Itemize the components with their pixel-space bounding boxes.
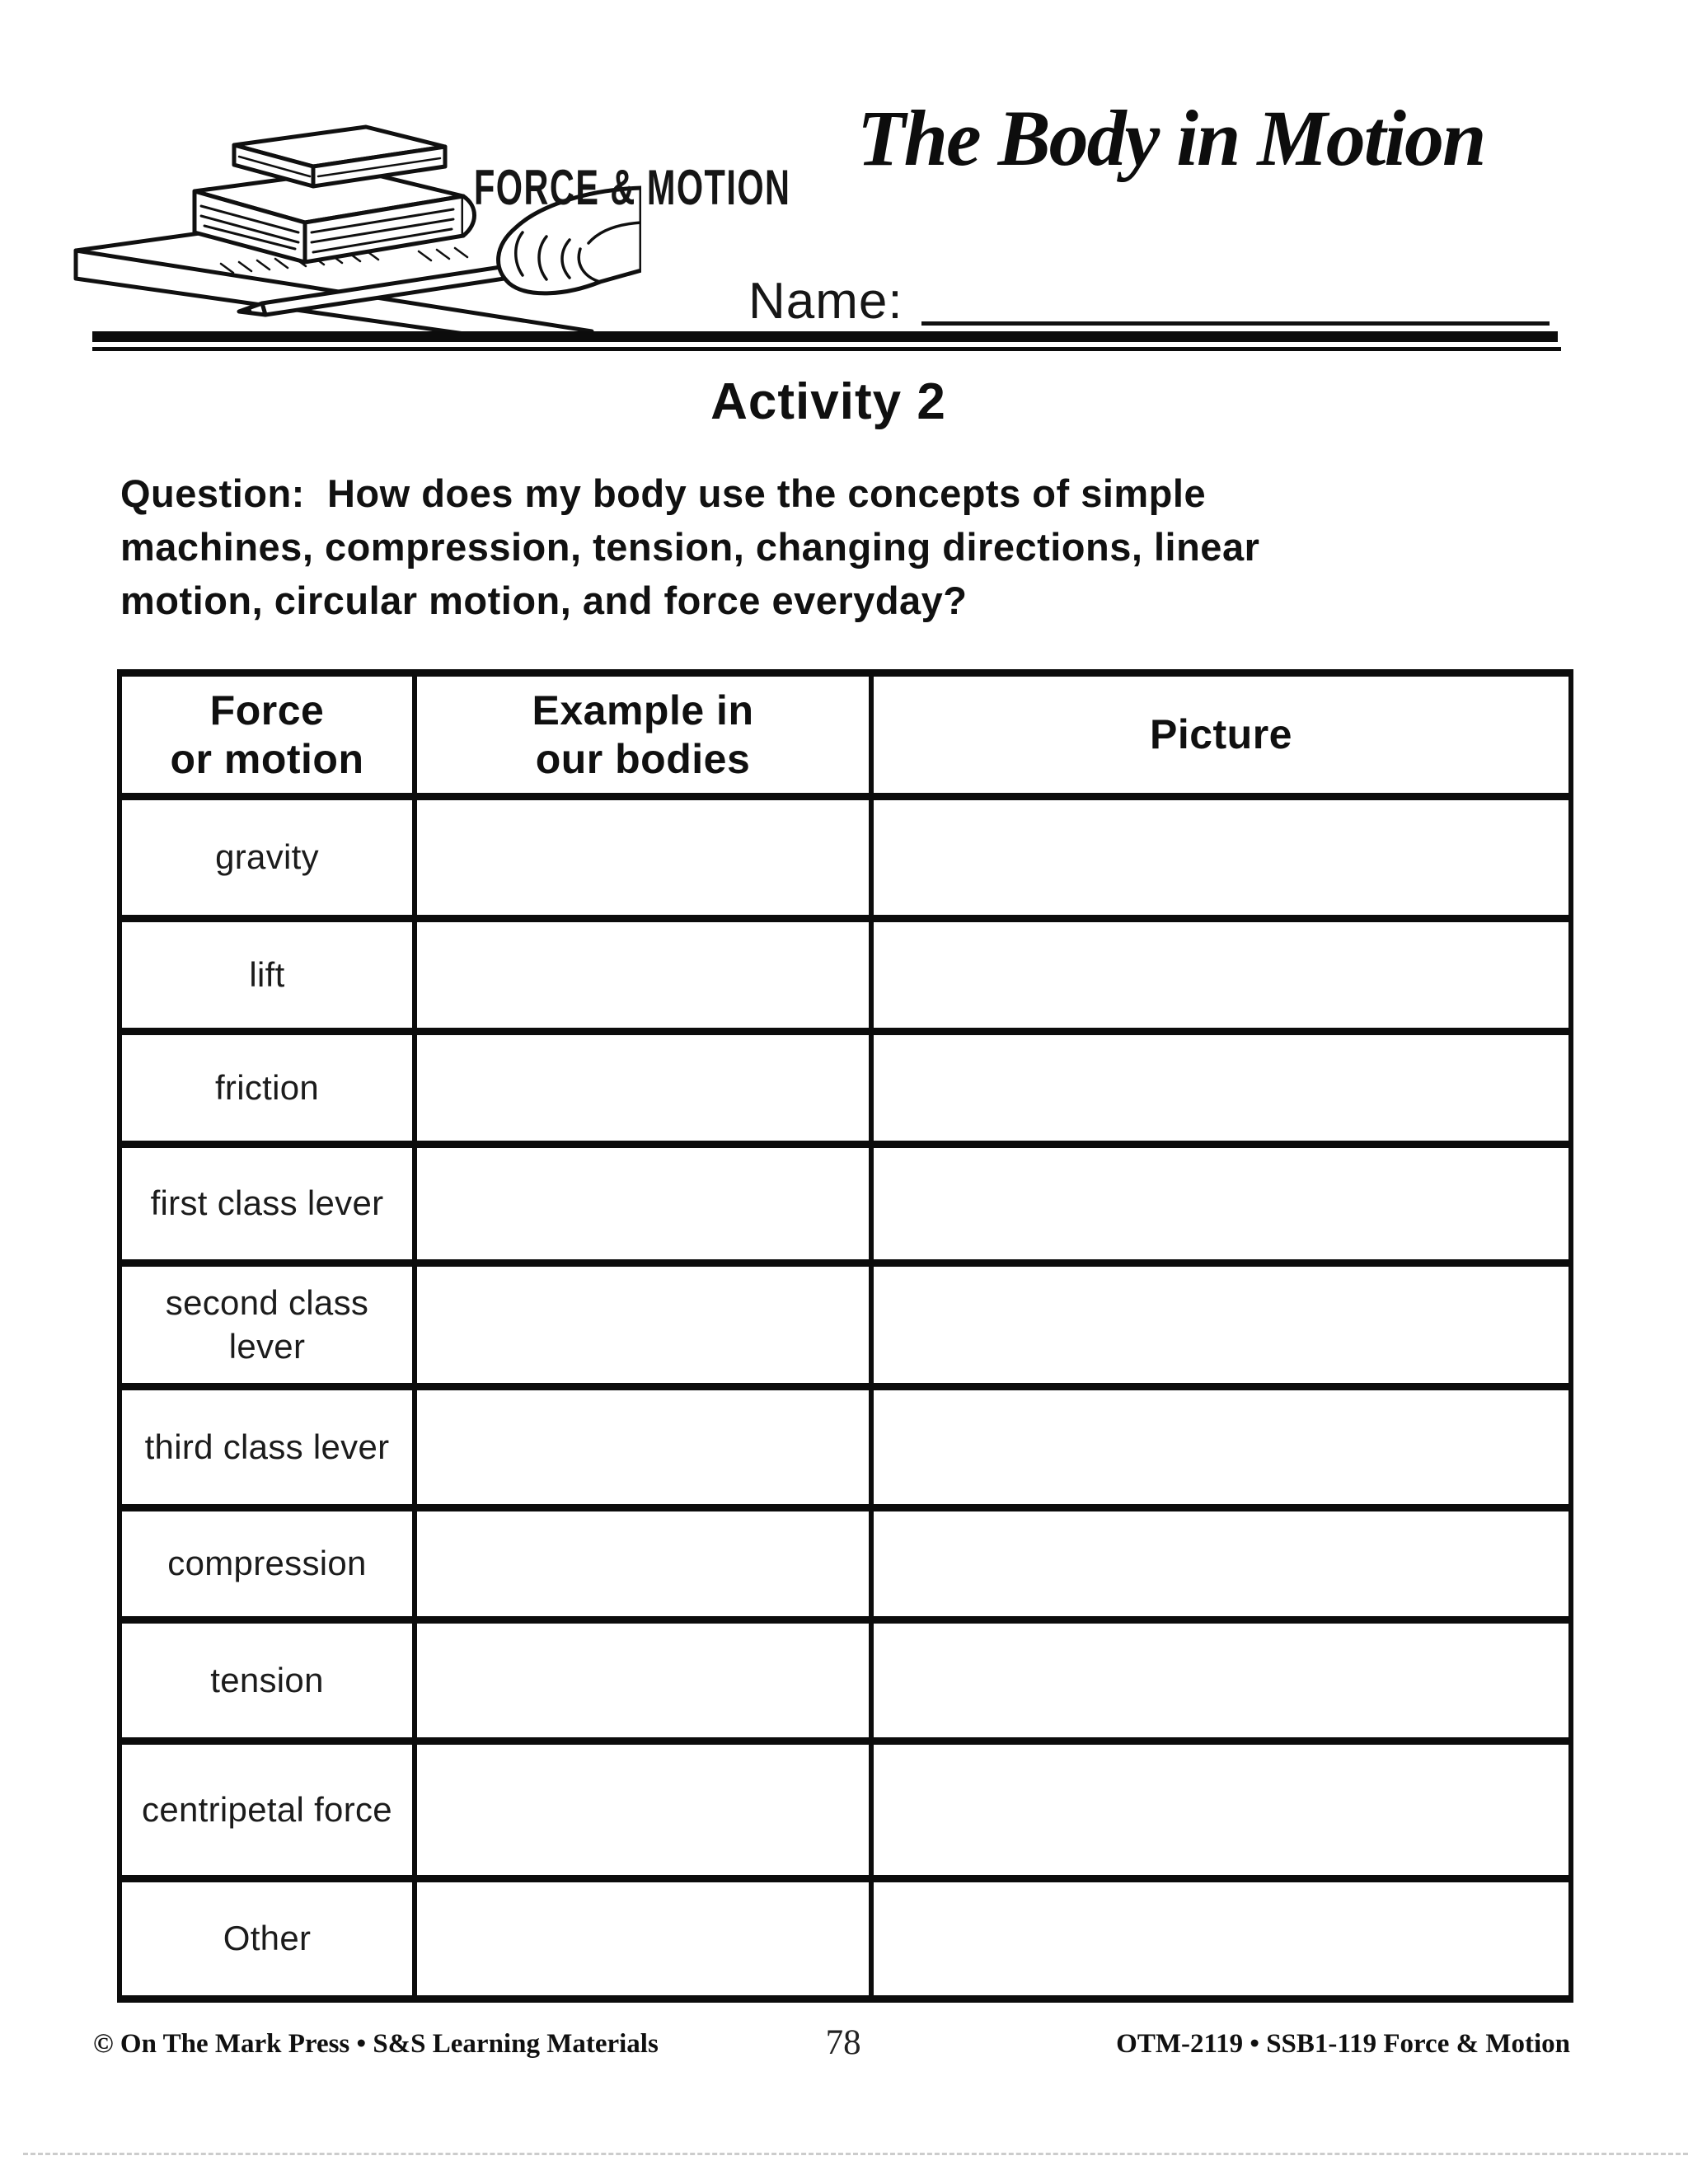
example-cell xyxy=(415,1263,871,1387)
example-cell xyxy=(415,1032,871,1145)
example-cell xyxy=(415,797,871,919)
example-cell xyxy=(415,1145,871,1263)
row-label-cell: second class lever xyxy=(120,1263,415,1387)
name-label: Name: xyxy=(748,273,903,330)
page-number: 78 xyxy=(825,2023,861,2062)
table-row xyxy=(120,797,1571,919)
name-blank-line xyxy=(921,321,1550,326)
table-header-row xyxy=(120,673,1571,797)
table-row xyxy=(120,1387,1571,1508)
header-divider-thick xyxy=(92,331,1558,342)
header-picture: Picture xyxy=(871,673,1571,797)
picture-cell xyxy=(871,1741,1571,1879)
header-example-in-our-bodies: Example in our bodies xyxy=(415,673,871,797)
question-line: motion, circular motion, and force everyday? xyxy=(120,579,968,622)
row-label-cell: centripetal force xyxy=(120,1741,415,1879)
table-row xyxy=(120,1508,1571,1620)
table-row xyxy=(120,1620,1571,1741)
row-label-cell: third class lever xyxy=(120,1387,415,1508)
example-cell xyxy=(415,1387,871,1508)
row-label-cell: first class lever xyxy=(120,1145,415,1263)
row-label-cell: lift xyxy=(120,919,415,1032)
table-row xyxy=(120,1741,1571,1879)
picture-cell xyxy=(871,1387,1571,1508)
table-row xyxy=(120,919,1571,1032)
header-force-or-motion: Force or motion xyxy=(120,673,415,797)
table-row xyxy=(120,1263,1571,1387)
picture-cell xyxy=(871,797,1571,919)
question-block xyxy=(120,466,1259,627)
activity-title: Activity 2 xyxy=(710,373,946,430)
row-label-cell: compression xyxy=(120,1508,415,1620)
question-line: Question: How does my body use the concepts of simple xyxy=(120,471,1207,515)
picture-cell xyxy=(871,919,1571,1032)
row-label-cell: friction xyxy=(120,1032,415,1145)
example-cell xyxy=(415,1620,871,1741)
example-cell xyxy=(415,1741,871,1879)
row-label-cell: tension xyxy=(120,1620,415,1741)
row-label-cell: Other xyxy=(120,1879,415,1999)
picture-cell xyxy=(871,1145,1571,1263)
table-row xyxy=(120,1032,1571,1145)
example-cell xyxy=(415,919,871,1032)
row-label-cell: gravity xyxy=(120,797,415,919)
picture-cell xyxy=(871,1879,1571,1999)
publisher-credit: © On The Mark Press • S&S Learning Materials xyxy=(93,2029,659,2059)
scan-artifact-line xyxy=(23,2153,1688,2155)
header-divider-thin xyxy=(92,347,1561,351)
picture-cell xyxy=(871,1032,1571,1145)
picture-cell xyxy=(871,1620,1571,1741)
picture-cell xyxy=(871,1263,1571,1387)
product-code: OTM-2119 • SSB1-119 Force & Motion xyxy=(1116,2029,1570,2059)
page-title: The Body in Motion xyxy=(857,94,1485,182)
table-row xyxy=(120,1879,1571,1999)
example-cell xyxy=(415,1508,871,1620)
activity-table xyxy=(117,669,1573,2003)
question-line: machines, compression, tension, changing directions, linear xyxy=(120,525,1260,569)
table-row xyxy=(120,1145,1571,1263)
picture-cell xyxy=(871,1508,1571,1620)
example-cell xyxy=(415,1879,871,1999)
series-label: FORCE & MOTION xyxy=(474,159,791,216)
